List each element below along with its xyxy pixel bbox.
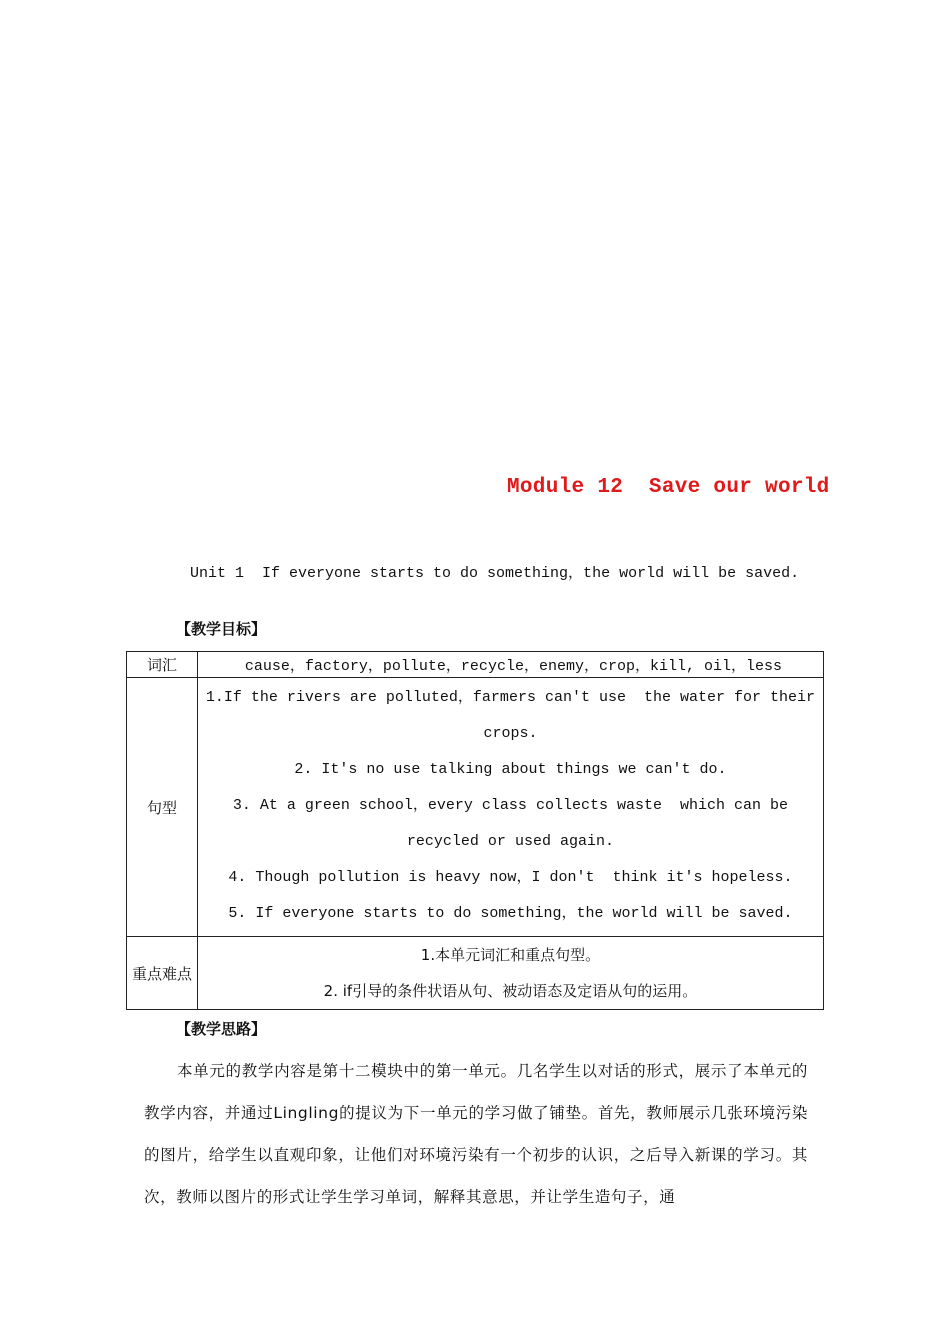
sentence-line: crops. (483, 725, 538, 742)
unit-title: Unit 1 If everyone starts to do something，the world will be saved. (190, 565, 800, 582)
ideas-heading: 【教学思路】 (176, 1020, 267, 1038)
sentences-label: 句型 (127, 678, 198, 937)
difficulties-content (197, 937, 823, 1010)
sentences-content (197, 678, 823, 937)
vocab-content (197, 652, 823, 678)
sentence-line: 4. Though pollution is heavy now，I don't think it's hopeless. (228, 869, 793, 886)
difficulty-line: 2. if引导的条件状语从句、被动语态及定语从句的运用。 (323, 982, 698, 1000)
difficulty-line: 1.本单元词汇和重点句型。 (420, 946, 601, 964)
sentence-line: 1.If the rivers are polluted，farmers can't use the water for their (205, 689, 815, 706)
sentence-line: 3. At a green school，every class collects waste which can be (232, 797, 788, 814)
difficulties-label: 重点难点 (127, 937, 198, 1010)
sentence-line: 5. If everyone starts to do something，the world will be saved. (228, 905, 793, 922)
teaching-goals-table (126, 651, 824, 1010)
goals-heading: 【教学目标】 (176, 620, 267, 638)
table-row-difficulties (127, 937, 824, 1010)
table-row-sentences (127, 678, 824, 937)
teaching-ideas-paragraph: 本单元的教学内容是第十二模块中的第一单元。几名学生以对话的形式，展示了本单元的教学内容，并通过Lingling的提议为下一单元的学习做了铺垫。首先，教师展示几张环境污染的图片，给学生以直观印象，让他们对环境污染有一个初步的认识，之后导入新课的学习。其次，教师以图片的形式让学生学习单词，解释其意思，并让学生造句子，通 (144, 1062, 808, 1206)
table-row-vocab (127, 652, 824, 678)
vocab-label: 词汇 (127, 652, 198, 678)
vocab-list: cause，factory，pollute，recycle，enemy，crop，kill, oil，less (244, 658, 782, 675)
sentence-line: recycled or used again. (406, 833, 614, 850)
sentence-line: 2. It's no use talking about things we can't do. (294, 761, 727, 778)
page-title: Module 12 Save our world (507, 476, 830, 499)
